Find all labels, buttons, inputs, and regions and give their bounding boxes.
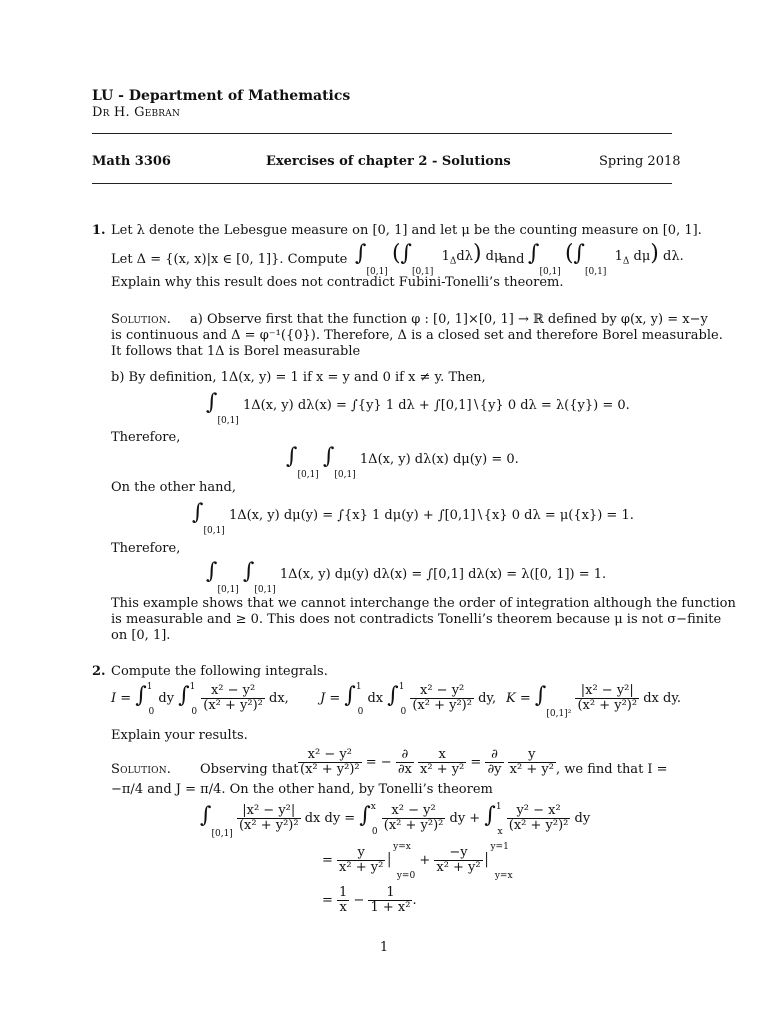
- explain-results: Explain your results.: [111, 728, 248, 743]
- exercise-2-number: 2.: [92, 664, 106, 679]
- course-code: Math 3306: [92, 154, 171, 169]
- equation-2: $\int_{[0,1]}$ $\int_{[0,1]}$ 1Δ(x, y) dλ(x) dμ(y) = 0.: [286, 444, 519, 480]
- equation-4: $\int_{[0,1]}$ $\int_{[0,1]}$ 1Δ(x, y) dμ(y) dλ(x) = ∫[0,1] dλ(x) = λ([0, 1]) = 1.: [206, 559, 607, 595]
- on-other-hand: On the other hand,: [111, 480, 236, 495]
- conclusion-line1: This example shows that we cannot interchange the order of integration although the function: [111, 596, 736, 611]
- conclusion-line3: on [0, 1].: [111, 628, 171, 643]
- exercise-1-number: 1.: [92, 223, 106, 238]
- exercise-2-line1: Compute the following integrals.: [111, 664, 328, 679]
- document-title: Exercises of chapter 2 - Solutions: [266, 154, 511, 169]
- exercise-1-integral-b: $\int_{[0,1]}$ ($\int_{[0,1]}$ $1_\Delta$ dμ) dλ.: [528, 241, 684, 277]
- solution-2-identity: $\frac{\text{x² − y²}}{\text{(x² + y²)²}}$ = − $\frac{\partial}{\partial x}$ $\frac{x}{\text{x² + y²}}$ = $\frac{\partial}{\partial y}$ $\frac{y}{\text{x² + y²}}$: [300, 747, 554, 777]
- header-rule-top: [92, 133, 672, 134]
- equation-1: $\int_{[0,1]}$ 1Δ(x, y) dλ(x) = ∫{y} 1 dλ + ∫[0,1]∖{y} 0 dλ = λ({y}) = 0.: [206, 390, 630, 426]
- solution-2-observing: Observing that: [200, 762, 299, 777]
- conclusion-line2: is measurable and ≥ 0. This does not contradicts Tonelli’s theorem because μ is not σ−finite: [111, 612, 722, 627]
- institution-heading: LU - Department of Mathematics: [92, 88, 351, 104]
- solution-1-a-line3: It follows that 1Δ is Borel measurable: [111, 344, 361, 359]
- integral-K: $K = \int_{[0,1]^2}$ $\frac{\text{|x² − y²|}}{\text{(x² + y²)²}}$ dx dy.: [506, 683, 682, 719]
- integral-J: J = ∫$^1_0$ dx ∫$^1_0$ $\frac{\text{x² − y²}}{\text{(x² + y²)²}}$ dy,: [320, 681, 497, 717]
- tonelli-equation-line3: = $\frac{1}{x}$ − $\frac{1}{\text{1 + x²}}$ .: [322, 885, 417, 915]
- header-rule-bottom: [92, 183, 672, 184]
- solution-1-a-line1: a) Observe first that the function φ : [0, 1]×[0, 1] → ℝ defined by φ(x, y) = x−y: [190, 312, 708, 327]
- equation-3: $\int_{[0,1]}$ 1Δ(x, y) dμ(y) = ∫{x} 1 dμ(y) + ∫[0,1]∖{x} 0 dλ = μ({x}) = 1.: [192, 500, 634, 536]
- exercise-1-and: and: [500, 252, 525, 267]
- page-number: 1: [379, 940, 389, 955]
- solution-1-a-line2: is continuous and Δ = φ⁻¹({0}). Therefore, Δ is a closed set and therefore Borel measurable.: [111, 328, 723, 343]
- solution-1-label: Solution.: [111, 312, 172, 327]
- integral-I: I = ∫$^1_0$ dy ∫$^1_0$ $\frac{\text{x² − y²}}{\text{(x² + y²)²}}$ dx,: [111, 681, 289, 717]
- therefore-2: Therefore,: [111, 541, 181, 556]
- author-name: Dr H. Gebran: [92, 105, 181, 120]
- tonelli-equation-line2: = $\frac{y}{\text{x² + y²}}$ │$^{y=x}_{y=0}$ + $\frac{-y}{\text{x² + y²}}$ │$^{y=1}_{y=x}$: [322, 841, 513, 881]
- solution-2-find: , we find that I =: [556, 762, 668, 777]
- therefore-1: Therefore,: [111, 430, 181, 445]
- solution-2-label: Solution.: [111, 762, 172, 777]
- tonelli-equation-line1: $\int_{[0,1]}$ $\frac{\text{|x² − y²|}}{\text{(x² + y²)²}}$ dx dy = ∫$^x_0$ $\frac{\text{x² − y²}}{\text{(x² + y²)²}}$ dy + ∫$^1_x$ $\frac{\text{y² − x²}}{\text{(x² + y²)²}}$ dy: [200, 801, 591, 839]
- exercise-1-line3: Explain why this result does not contradict Fubini-Tonelli’s theorem.: [111, 275, 564, 290]
- exercise-1-integral-a: $\int_{[0,1]}$ ($\int_{[0,1]}$ $1_\Delta d\lambda$) dμ: [355, 241, 503, 277]
- exercise-1-line2: Let Δ = {(x, x)|x ∈ [0, 1]}. Compute: [111, 252, 348, 267]
- term: Spring 2018: [599, 154, 681, 169]
- exercise-1-line1: Let λ denote the Lebesgue measure on [0, 1] and let μ be the counting measure on [0, 1].: [111, 223, 702, 238]
- solution-1-b-line1: b) By definition, 1Δ(x, y) = 1 if x = y and 0 if x ≠ y. Then,: [111, 370, 486, 385]
- solution-2-line2: −π/4 and J = π/4. On the other hand, by Tonelli’s theorem: [111, 782, 493, 797]
